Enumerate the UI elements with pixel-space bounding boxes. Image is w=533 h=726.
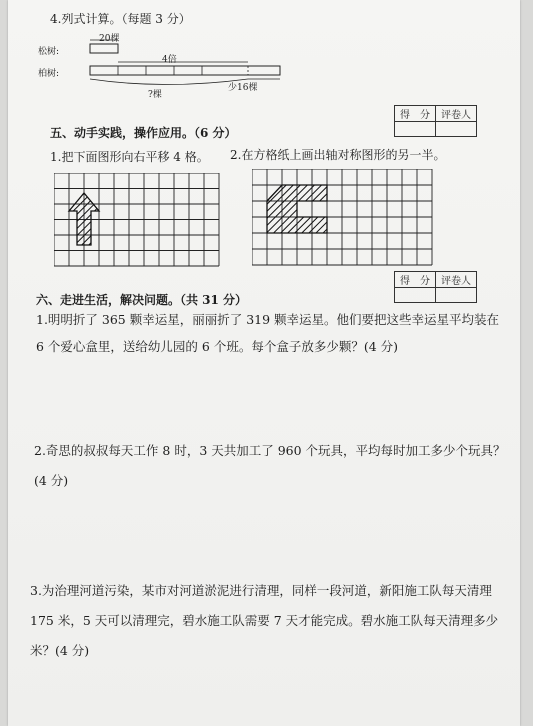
pine-label: 松树: bbox=[38, 47, 60, 57]
half-shape bbox=[267, 185, 327, 233]
label-less-16: 少16棵 bbox=[228, 83, 258, 93]
section5-title: 五、动手实践，操作应用。（6 分） bbox=[50, 126, 237, 140]
arrow-shape bbox=[69, 193, 99, 245]
problem-2-line-2: (4 分) bbox=[34, 473, 69, 488]
label-20: 20棵 bbox=[99, 34, 120, 44]
problem-3-line-2: 175 米，5 天可以清理完，碧水施工队需要 7 天才能完成。碧水施工队每天清理多少 bbox=[30, 613, 499, 628]
problem-3-line-1: 3.为治理河道污染，某市对河道淤泥进行清理，同样一段河道，新阳施工队每天清理 bbox=[30, 583, 492, 598]
problem-1-line-2: 6 个爱心盒里，送给幼儿园的 6 个班。每个盒子放多少颗？(4 分) bbox=[36, 339, 399, 354]
symmetry-grid[interactable] bbox=[252, 169, 435, 266]
q4-title: 4.列式计算。（每题 3 分） bbox=[50, 12, 191, 26]
grader-cell[interactable] bbox=[436, 288, 477, 303]
cypress-label: 柏树: bbox=[38, 69, 60, 79]
score-cell[interactable] bbox=[395, 288, 436, 303]
section5-item1: 1.把下面图形向右平移 4 格。 bbox=[50, 150, 209, 164]
score-header: 得 分 bbox=[395, 272, 436, 288]
score-header: 得 分 bbox=[395, 106, 436, 122]
grader-cell[interactable] bbox=[436, 122, 477, 137]
section6-title: 六、走进生活，解决问题。（共 31 分） bbox=[36, 293, 248, 307]
score-box-1 bbox=[394, 105, 477, 137]
translation-grid[interactable] bbox=[54, 173, 221, 269]
score-cell[interactable] bbox=[395, 122, 436, 137]
grader-header: 评卷人 bbox=[436, 106, 477, 122]
label-question: ?棵 bbox=[148, 90, 162, 100]
problem-2-line-1: 2.奇思的叔叔每天工作 8 时，3 天共加工了 960 个玩具，平均每时加工多少个玩具？ bbox=[34, 443, 506, 458]
section5-item2: 2.在方格纸上画出轴对称图形的另一半。 bbox=[230, 148, 446, 162]
label-4x: 4倍 bbox=[162, 55, 177, 65]
grader-header: 评卷人 bbox=[436, 272, 477, 288]
problem-1-line-1: 1.明明折了 365 颗幸运星，丽丽折了 319 颗幸运星。他们要把这些幸运星平均装在 bbox=[36, 312, 500, 327]
problem-3-line-3: 米？(4 分) bbox=[30, 643, 90, 658]
score-box-2 bbox=[394, 271, 477, 303]
